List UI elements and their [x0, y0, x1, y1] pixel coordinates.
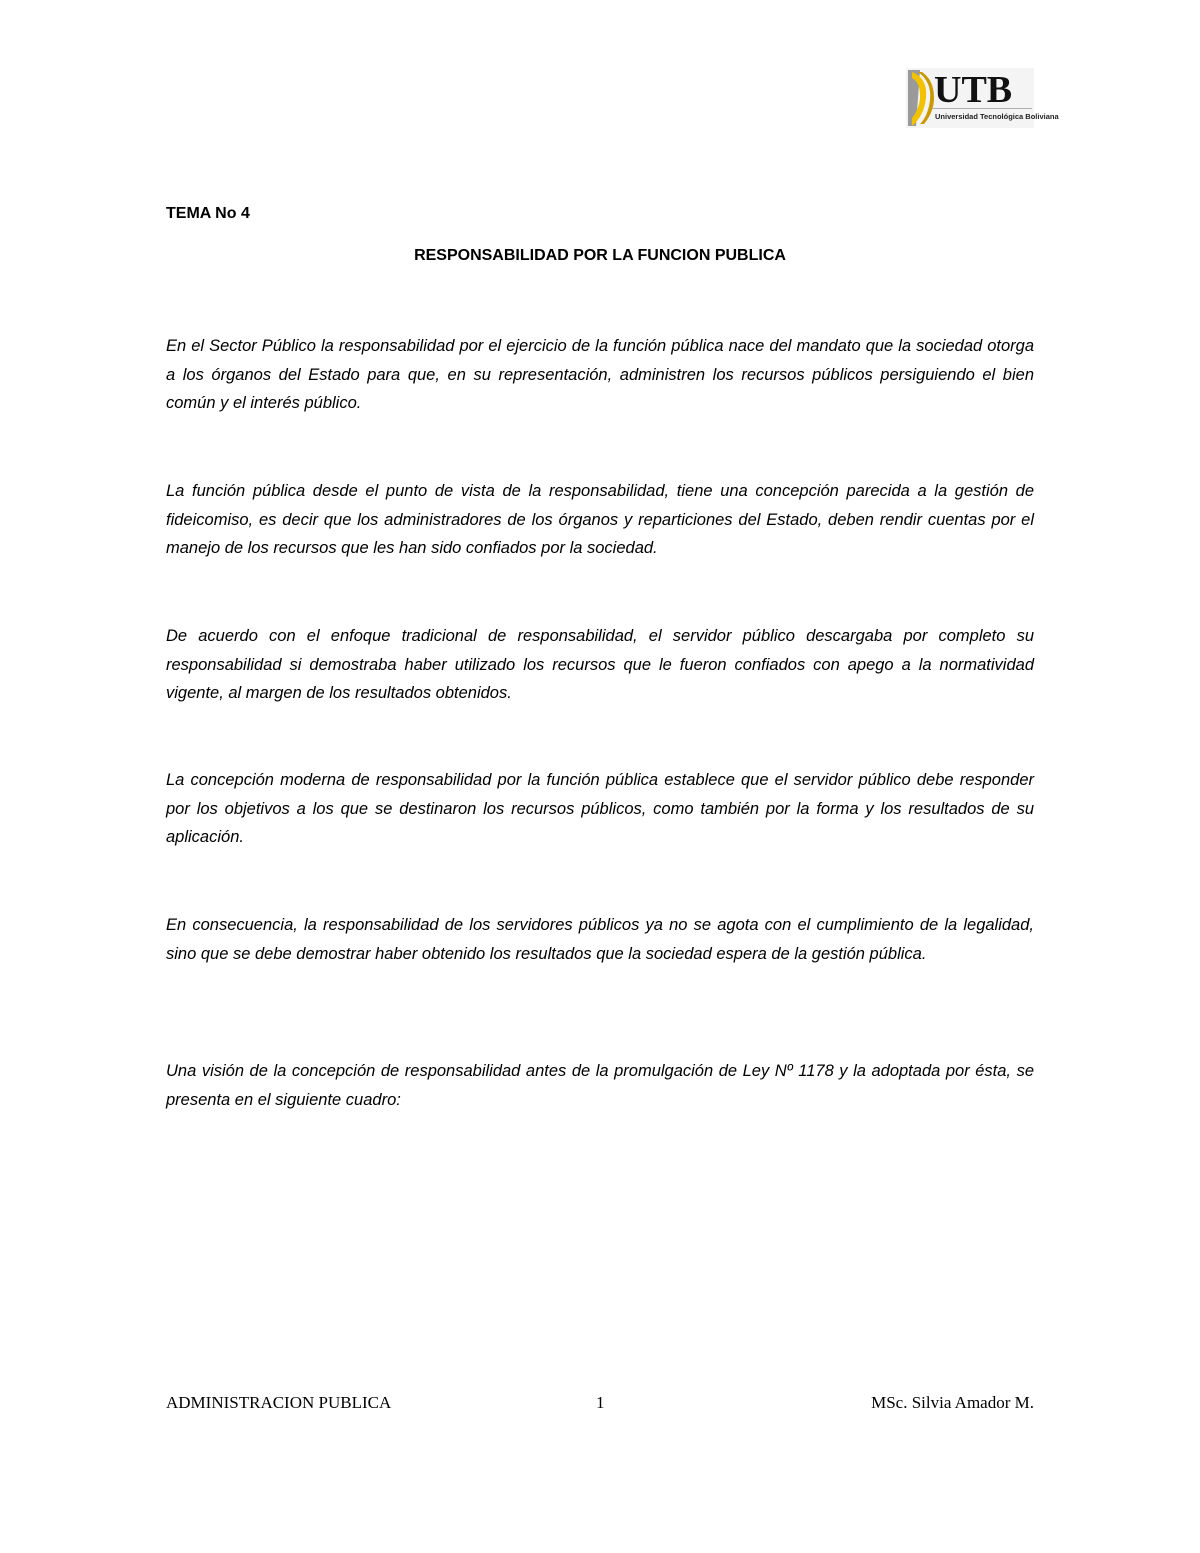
- paragraph: Una visión de la concepción de responsabilidad antes de la promulgación de Ley Nº 1178 y la adoptada por ésta, se presenta en el siguiente cuadro:: [166, 1062, 1034, 1109]
- paragraph: En el Sector Público la responsabilidad por el ejercicio de la función pública nace del mandato que la sociedad otorga a los órganos del Estado para que, en su representación, administren los recursos públicos persiguiendo el bien común y el interés público.: [166, 337, 1034, 412]
- logo-subtitle: Universidad Tecnológica Boliviana: [935, 112, 1059, 121]
- paragraph: De acuerdo con el enfoque tradicional de responsabilidad, el servidor público descargaba por completo su responsabilidad si demostraba haber utilizado los recursos que le fueron confiados con apego a la normatividad vigente, al margen de los resultados obtenidos.: [166, 627, 1034, 702]
- logo-name: UTB: [934, 69, 1013, 111]
- paragraph: En consecuencia, la responsabilidad de los servidores públicos ya no se agota con el cumplimiento de la legalidad, sino que se debe demostrar haber obtenido los resultados que la sociedad espera de la gestión pública.: [166, 916, 1034, 963]
- paragraph: La función pública desde el punto de vista de la responsabilidad, tiene una concepción parecida a la gestión de fideicomiso, es decir que los administradores de los órganos y reparticiones del Estado, deben rendir cuentas por el manejo de los recursos que les han sido confiados por la sociedad.: [166, 482, 1034, 557]
- utb-logo: [906, 68, 1059, 128]
- footer-page-number: 1: [596, 1393, 605, 1412]
- document-title: RESPONSABILIDAD POR LA FUNCION PUBLICA: [414, 247, 786, 264]
- footer-course-name: ADMINISTRACION PUBLICA: [166, 1393, 392, 1412]
- paragraph: La concepción moderna de responsabilidad por la función pública establece que el servidor público debe responder por los objetivos a los que se destinaron los recursos públicos, como también por la forma y los resultados de su aplicación.: [166, 771, 1034, 846]
- footer-author: MSc. Silvia Amador M.: [871, 1393, 1034, 1412]
- topic-heading: TEMA No 4: [166, 205, 250, 222]
